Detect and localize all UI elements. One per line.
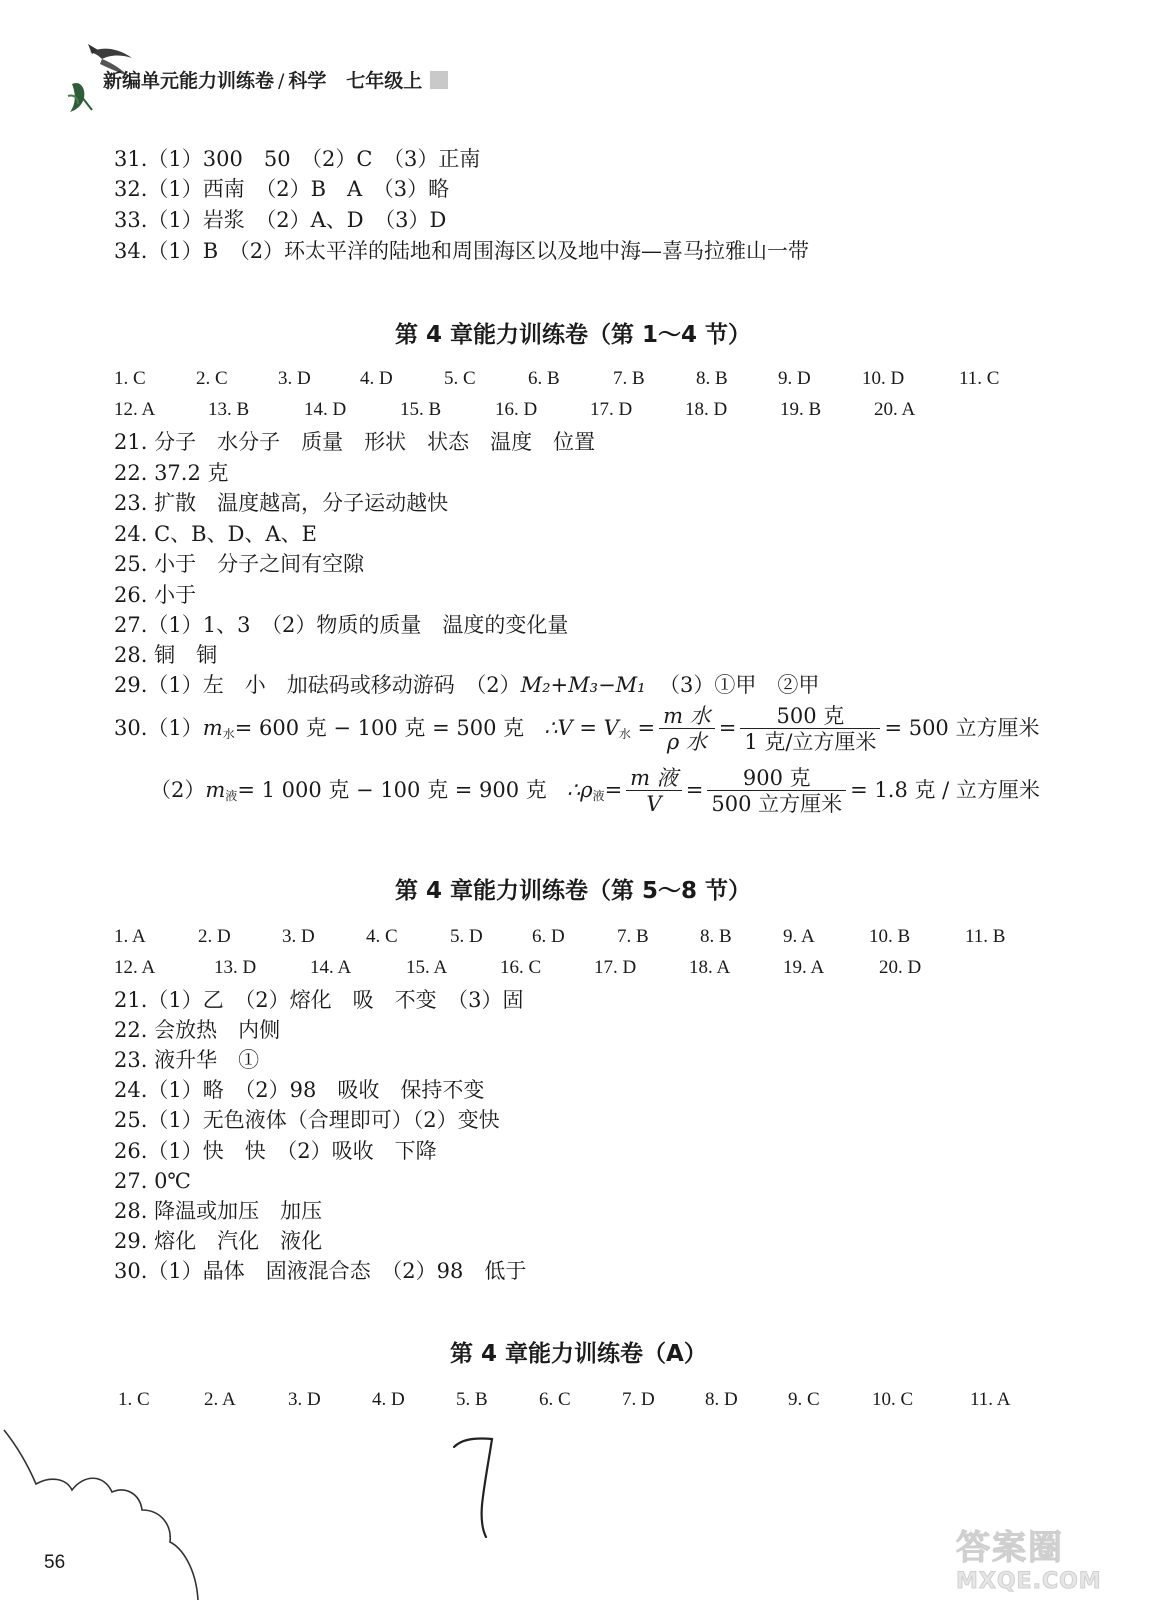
q30-2-density-subscript: 液: [592, 789, 605, 803]
mc-answer: 7. B: [617, 926, 649, 947]
q30-2-mass-subscript: 液: [225, 789, 238, 803]
subject-label: 科学: [288, 70, 327, 92]
answer-line: 24. C、B、D、A、E: [114, 522, 317, 546]
fraction-numerator: m 液: [626, 766, 682, 791]
mc-answer: 20. D: [879, 957, 922, 978]
q30-1-mass-symbol: m: [202, 716, 223, 740]
mc-answer: 19. B: [780, 399, 822, 420]
answer-line-q30-2: $(2)m_液= 1$ 000 克 − 100 克 = 900 克 $\therefore\rho_液=$ $\frac{\text{m 液}}{V}$ = $\frac{\text{900 克}}{\text{500 立方厘米}}$ = 1.8 克 / 立方厘米: [150, 766, 1040, 816]
watermark-text: 答案圈: [956, 1528, 1064, 1568]
fraction-numerator: 900 克: [707, 766, 846, 791]
mc-answer: 3. D: [282, 926, 315, 947]
answer-line: 26.（1）快 快 （2）吸收 下降: [114, 1139, 437, 1163]
section-title: 第 4 章能力训练卷（A）: [450, 1341, 707, 1367]
q29-formula: M₂+M₃−M₁: [520, 673, 646, 697]
q30-2-calculation: = 1 000 克 − 100 克 = 900 克: [237, 778, 547, 802]
mc-answer: 20. A: [874, 399, 916, 420]
fraction-denominator: ρ 水: [666, 730, 707, 754]
fraction-denominator: V: [646, 792, 662, 816]
answer-line: 25.（1）无色液体（合理即可）（2）变快: [114, 1108, 500, 1132]
mc-answer: 14. D: [304, 399, 347, 420]
section-title: 第 4 章能力训练卷（第 1～4 节）: [395, 322, 752, 348]
mc-answer: 13. B: [208, 399, 250, 420]
mc-answer: 4. D: [360, 368, 393, 389]
answer-line: 28. 铜 铜: [114, 643, 218, 667]
mc-answer: 7. D: [622, 1389, 655, 1410]
answer-line: 29. 熔化 汽化 液化: [114, 1229, 323, 1253]
mc-answer: 2. D: [198, 926, 231, 947]
mc-answer: 1. C: [118, 1389, 150, 1410]
mc-answer-row: [114, 926, 1034, 952]
answer-line: 33.（1）岩浆 （2）A、D （3）D: [114, 208, 447, 232]
mc-answer: 16. D: [495, 399, 538, 420]
answer-line: 22. 37.2 克: [114, 461, 229, 485]
mc-answer: 15. B: [400, 399, 442, 420]
answer-line: 23. 液升华 ①: [114, 1048, 260, 1072]
answer-line: 30.（1）晶体 固液混合态 （2）98 低于: [114, 1259, 527, 1283]
answer-line: 22. 会放热 内侧: [114, 1018, 281, 1042]
mc-answer: 6. B: [528, 368, 560, 389]
fraction-numerator: 500 克: [740, 704, 880, 729]
mc-answer: 10. D: [862, 368, 905, 389]
fraction: [659, 704, 715, 755]
mc-answer: 13. D: [214, 957, 257, 978]
mc-answer: 10. B: [869, 926, 911, 947]
watermark-url: MXQE.COM: [956, 1569, 1102, 1594]
mc-answer: 1. C: [114, 368, 146, 389]
handwritten-mark: [448, 1425, 508, 1545]
mc-answer: 12. A: [114, 399, 156, 420]
answer-line: 21.（1）乙 （2）熔化 吸 不变 （3）固: [114, 988, 524, 1012]
mc-answer: 3. D: [288, 1389, 321, 1410]
q30-1-mass-subscript: 水: [222, 727, 235, 741]
mc-answer-row: [114, 368, 1034, 394]
page-number: 56: [44, 1552, 66, 1573]
answer-line: 26. 小于: [114, 583, 197, 607]
mc-answer-row: [114, 957, 1034, 983]
answer-line: 21. 分子 水分子 质量 形状 状态 温度 位置: [114, 430, 596, 454]
fraction-numerator: m 水: [659, 704, 715, 729]
mc-answer: 5. D: [450, 926, 483, 947]
mc-answer: 14. A: [310, 957, 352, 978]
mc-answer: 19. A: [783, 957, 825, 978]
mc-answer: 17. D: [590, 399, 633, 420]
mc-answer: 8. B: [696, 368, 728, 389]
answer-line: 27.（1）1、3 （2）物质的质量 温度的变化量: [114, 613, 569, 637]
mc-answer: 18. D: [685, 399, 728, 420]
q30-1-result: = 500 立方厘米: [884, 716, 1040, 740]
mc-answer: 11. B: [965, 926, 1006, 947]
mc-answer: 2. A: [204, 1389, 236, 1410]
q30-1-prefix: 30.（1）: [114, 716, 203, 740]
answer-line: 28. 降温或加压 加压: [114, 1199, 323, 1223]
answer-line-q30-1: $30.(1)m_水= 600$ 克 − 100 克 = 500 克 ∴V = $V_水$ = $\frac{\text{m 水}}{\text{ρ 水}}$ = $\frac{\text{500 克}}{\text{1 克/立方厘米}}$ = 500 立方厘米: [114, 704, 1040, 754]
fraction: [707, 766, 846, 817]
q29-suffix: （3）①甲 ②甲: [658, 673, 820, 697]
mc-answer: 3. D: [278, 368, 311, 389]
q30-2-mass-symbol: m: [205, 778, 226, 802]
mc-answer: 17. D: [594, 957, 637, 978]
mc-answer: 11. C: [959, 368, 1000, 389]
q30-2-therefore: ∴ρ: [566, 778, 593, 802]
mc-answer: 9. A: [783, 926, 815, 947]
fraction: [626, 766, 682, 817]
q30-2-prefix: （2）: [150, 778, 206, 802]
q30-1-calculation: = 600 克 − 100 克 = 500 克: [234, 716, 525, 740]
edition-tag-icon: [430, 71, 448, 89]
header-separator: /: [278, 70, 285, 92]
mc-answer: 10. C: [872, 1389, 914, 1410]
mc-answer: 18. A: [689, 957, 731, 978]
q29-prefix: 29.（1）左 小 加砝码或移动游码 （2）: [114, 673, 521, 697]
mc-answer: 7. B: [613, 368, 645, 389]
section-title: 第 4 章能力训练卷（第 5～8 节）: [395, 878, 752, 904]
answer-line: 32.（1）西南 （2）B A （3）略: [114, 177, 450, 201]
answer-line-q29: [114, 672, 819, 698]
mc-answer: 15. A: [406, 957, 448, 978]
mc-answer: 8. D: [705, 1389, 738, 1410]
cloud-outline-decoration: [0, 1420, 220, 1600]
mc-answer: 9. C: [788, 1389, 820, 1410]
mc-answer: 8. B: [700, 926, 732, 947]
mc-answer: 6. C: [539, 1389, 571, 1410]
q30-1-therefore: ∴V = V: [544, 716, 619, 740]
q30-2-result: = 1.8 克 / 立方厘米: [850, 778, 1040, 802]
answer-line: 23. 扩散 温度越高，分子运动越快: [114, 491, 449, 515]
answer-line: 27. 0℃: [114, 1169, 191, 1193]
answer-line: 34.（1）B （2）环太平洋的陆地和周围海区以及地中海—喜马拉雅山一带: [114, 239, 810, 263]
grade-label: 七年级上: [346, 70, 423, 92]
fraction: [740, 704, 880, 755]
mc-answer: 4. D: [372, 1389, 405, 1410]
mc-answer: 5. B: [456, 1389, 488, 1410]
series-title: 新编单元能力训练卷: [103, 70, 275, 92]
mc-answer: 11. A: [970, 1389, 1011, 1410]
answer-line: 24.（1）略 （2）98 吸收 保持不变: [114, 1078, 485, 1102]
mc-answer: 4. C: [366, 926, 398, 947]
mc-answer: 2. C: [196, 368, 228, 389]
q30-1-volume-subscript: 水: [618, 727, 631, 741]
answer-line: 31.（1）300 50 （2）C （3）正南: [114, 147, 481, 171]
mc-answer: 16. C: [500, 957, 542, 978]
fraction-denominator: 500 立方厘米: [711, 792, 843, 816]
mc-answer-row: [118, 1389, 1038, 1415]
fraction-denominator: 1 克/立方厘米: [744, 730, 877, 754]
mc-answer: 12. A: [114, 957, 156, 978]
mc-answer-row: [114, 399, 1034, 425]
mc-answer: 6. D: [532, 926, 565, 947]
running-header: [103, 66, 448, 93]
mc-answer: 1. A: [114, 926, 146, 947]
watermark-logo: [956, 1520, 1126, 1592]
mc-answer: 5. C: [444, 368, 476, 389]
mc-answer: 9. D: [778, 368, 811, 389]
answer-line: 25. 小于 分子之间有空隙: [114, 552, 365, 576]
